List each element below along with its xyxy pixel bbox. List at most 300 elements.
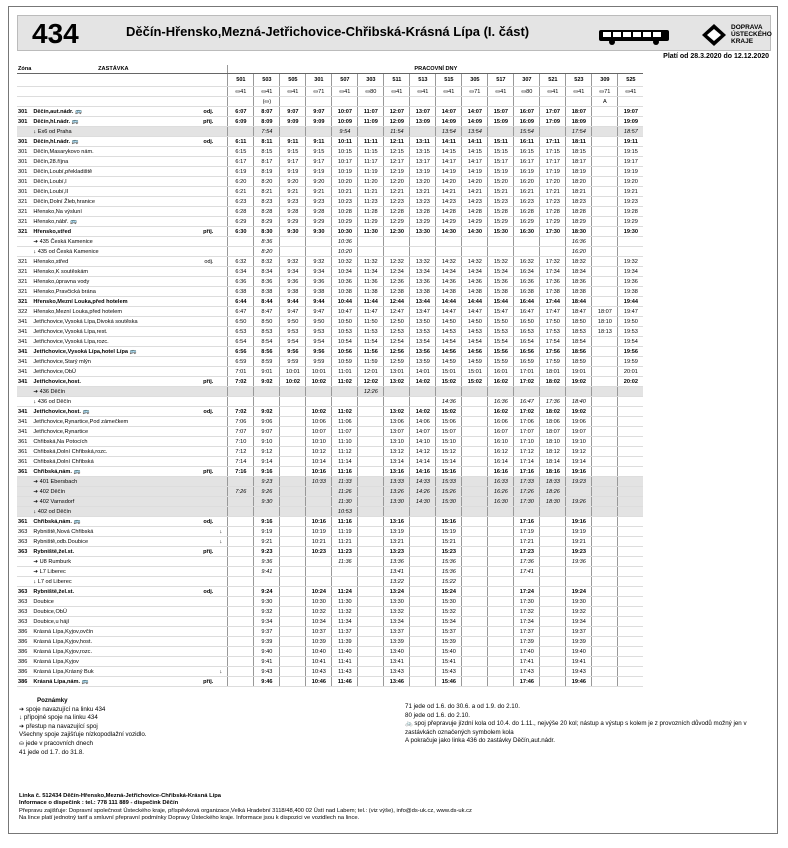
time-cell: 10:32 <box>306 607 332 617</box>
trip-symbol: ⛀41 <box>410 87 436 97</box>
line-number: 434 <box>32 18 79 49</box>
time-cell: 11:19 <box>332 527 358 537</box>
time-cell: 11:09 <box>358 117 384 127</box>
time-cell <box>618 407 644 417</box>
time-cell: 9:23 <box>306 197 332 207</box>
route-title: Děčín-Hřensko,Mezná-Jetřichovice-Chřibská-Krásná Lípa (I. část) <box>126 24 530 39</box>
time-cell <box>384 247 410 257</box>
time-cell <box>462 597 488 607</box>
time-cell <box>280 397 306 407</box>
direction-arrow <box>214 147 228 157</box>
time-cell: 14:44 <box>436 297 462 307</box>
direction-arrow <box>214 137 228 147</box>
time-cell: 14:07 <box>436 107 462 117</box>
time-cell: 17:12 <box>514 447 540 457</box>
direction-arrow <box>214 487 228 497</box>
time-cell: 14:29 <box>462 217 488 227</box>
time-cell: 13:22 <box>384 577 410 587</box>
time-cell: 18:07 <box>540 427 566 437</box>
time-cell <box>228 397 254 407</box>
time-cell <box>592 507 618 517</box>
time-cell: 6:36 <box>228 277 254 287</box>
time-cell: 14:30 <box>462 227 488 237</box>
time-cell <box>618 417 644 427</box>
time-cell: 17:40 <box>514 647 540 657</box>
time-cell: 19:44 <box>618 297 644 307</box>
time-cell: 16:09 <box>514 117 540 127</box>
table-row <box>17 187 643 197</box>
time-cell: 14:38 <box>462 287 488 297</box>
time-cell: 9:40 <box>254 647 280 657</box>
table-header-row <box>17 65 643 74</box>
zone-cell: 341 <box>17 317 32 327</box>
time-cell <box>462 677 488 687</box>
time-cell: 17:39 <box>514 637 540 647</box>
zone-cell <box>17 477 32 487</box>
time-cell: 8:50 <box>254 317 280 327</box>
trip-symbol: ⛀71 <box>462 87 488 97</box>
time-cell: 18:10 <box>592 317 618 327</box>
time-cell: 6:15 <box>228 147 254 157</box>
time-cell: 9:12 <box>254 447 280 457</box>
time-cell <box>410 537 436 547</box>
stop-name: ➔ 402 Děčín <box>32 487 194 497</box>
legend-item: 80 jede od 1.6. do 2.10. <box>405 711 471 719</box>
time-cell: 17:36 <box>540 277 566 287</box>
arr-dep-flag <box>194 447 214 457</box>
direction-arrow <box>214 477 228 487</box>
time-cell <box>592 627 618 637</box>
direction-arrow <box>214 187 228 197</box>
stop-name: ➔ L7 Liberec <box>32 567 194 577</box>
time-cell <box>228 667 254 677</box>
arr-dep-flag <box>194 597 214 607</box>
time-cell: 13:17 <box>410 157 436 167</box>
time-cell <box>592 257 618 267</box>
direction-arrow: ↓ <box>214 667 228 677</box>
time-cell <box>540 547 566 557</box>
trip-number: 521 <box>540 74 566 87</box>
table-row <box>17 607 643 617</box>
time-cell: 16:38 <box>514 287 540 297</box>
time-cell: 14:30 <box>436 227 462 237</box>
time-cell: 15:21 <box>436 537 462 547</box>
time-cell <box>280 437 306 447</box>
time-cell: 19:29 <box>618 217 644 227</box>
table-row <box>17 367 643 377</box>
time-cell: 9:34 <box>306 267 332 277</box>
time-cell: 10:34 <box>306 617 332 627</box>
time-cell: 13:06 <box>384 417 410 427</box>
time-cell: 10:53 <box>332 327 358 337</box>
direction-arrow <box>214 607 228 617</box>
footer-operator: Přepravu zajišťuje: Dopravní společnost Ústeckého kraje, příspěvková organizace,Velká Hradební 3118/48,400 02 Ústí nad Labem; tel.: (viz výše), info@ds-uk.cz, www.ds-uk.cz <box>19 807 472 814</box>
direction-arrow <box>214 247 228 257</box>
time-cell: 11:20 <box>358 177 384 187</box>
legend-item: ⛀ jede v pracovních dnech <box>19 739 93 747</box>
table-row <box>17 587 643 597</box>
time-cell: 8:36 <box>254 277 280 287</box>
time-cell <box>228 247 254 257</box>
time-cell <box>358 467 384 477</box>
time-cell: 16:30 <box>488 497 514 507</box>
time-cell: 15:02 <box>462 377 488 387</box>
time-cell: 17:16 <box>514 467 540 477</box>
time-cell: 10:02 <box>280 377 306 387</box>
time-cell: 16:53 <box>514 327 540 337</box>
time-cell: 9:19 <box>254 527 280 537</box>
time-cell: 18:07 <box>592 307 618 317</box>
time-cell: 11:50 <box>358 317 384 327</box>
time-cell: 7:10 <box>228 437 254 447</box>
time-cell: 10:28 <box>332 207 358 217</box>
arr-dep-flag <box>194 627 214 637</box>
time-cell: 17:17 <box>540 157 566 167</box>
trip-number: 523 <box>566 74 592 87</box>
time-cell <box>280 427 306 437</box>
zone-cell <box>17 567 32 577</box>
time-cell: 17:53 <box>540 327 566 337</box>
zone-cell: 341 <box>17 407 32 417</box>
time-cell: 17:30 <box>540 227 566 237</box>
time-cell <box>592 517 618 527</box>
time-cell <box>436 387 462 397</box>
time-cell: 18:50 <box>566 317 592 327</box>
arr-dep-flag <box>194 247 214 257</box>
time-cell: 16:19 <box>514 167 540 177</box>
time-cell: 11:30 <box>332 597 358 607</box>
footer-contact: Informace o dispečink : tel.: 778 111 889 - dispečink Děčín <box>19 800 179 807</box>
time-cell <box>358 567 384 577</box>
time-cell <box>280 657 306 667</box>
direction-arrow <box>214 237 228 247</box>
time-cell: 19:36 <box>566 557 592 567</box>
time-cell: 6:20 <box>228 177 254 187</box>
direction-arrow: ↓ <box>214 527 228 537</box>
time-cell <box>514 387 540 397</box>
spacer-cell <box>194 74 214 87</box>
time-cell: 19:20 <box>618 177 644 187</box>
direction-arrow <box>214 347 228 357</box>
time-cell <box>280 447 306 457</box>
trip-symbol: ⛀41 <box>618 87 644 97</box>
time-cell <box>592 637 618 647</box>
table-row <box>17 547 643 557</box>
zone-cell: 361 <box>17 467 32 477</box>
arr-dep-flag: příj. <box>194 117 214 127</box>
direction-arrow <box>214 107 228 117</box>
table-row <box>17 257 643 267</box>
time-cell <box>618 577 644 587</box>
time-cell: 10:36 <box>332 237 358 247</box>
time-cell <box>358 527 384 537</box>
time-cell: 9:44 <box>306 297 332 307</box>
time-cell: 17:30 <box>514 497 540 507</box>
time-cell: 11:56 <box>358 347 384 357</box>
time-cell: 6:47 <box>228 307 254 317</box>
time-cell: 8:32 <box>254 257 280 267</box>
time-cell <box>410 637 436 647</box>
time-cell: 15:21 <box>488 187 514 197</box>
trip-note-row <box>17 97 643 107</box>
table-row <box>17 237 643 247</box>
time-cell <box>410 247 436 257</box>
time-cell: 17:02 <box>514 377 540 387</box>
trip-symbol: ⛀41 <box>436 87 462 97</box>
time-cell: 10:07 <box>306 427 332 437</box>
time-cell: 9:30 <box>280 227 306 237</box>
trip-number: 305 <box>462 74 488 87</box>
time-cell: 17:26 <box>514 487 540 497</box>
time-cell <box>436 237 462 247</box>
time-cell: 17:43 <box>514 667 540 677</box>
time-cell: 14:06 <box>410 417 436 427</box>
time-cell: 8:09 <box>254 117 280 127</box>
time-cell: 9:50 <box>306 317 332 327</box>
time-cell <box>228 637 254 647</box>
time-cell: 6:44 <box>228 297 254 307</box>
time-cell <box>358 517 384 527</box>
zone-cell <box>17 127 32 137</box>
time-cell <box>280 677 306 687</box>
trip-number: 503 <box>254 74 280 87</box>
time-cell: 14:56 <box>462 347 488 357</box>
time-cell <box>618 427 644 437</box>
stop-name: Chřibská,Na Potocích <box>32 437 194 447</box>
time-cell: 13:50 <box>410 317 436 327</box>
time-cell: 18:44 <box>566 297 592 307</box>
time-cell: 6:54 <box>228 337 254 347</box>
time-cell <box>592 297 618 307</box>
time-cell: 19:07 <box>566 427 592 437</box>
time-cell: 11:30 <box>332 497 358 507</box>
time-cell: 11:46 <box>332 677 358 687</box>
time-cell: 18:02 <box>540 407 566 417</box>
time-cell: 19:21 <box>566 537 592 547</box>
time-cell: 9:30 <box>306 227 332 237</box>
time-cell <box>618 477 644 487</box>
time-cell: 11:40 <box>332 647 358 657</box>
time-cell: 14:50 <box>462 317 488 327</box>
time-cell: 12:54 <box>384 337 410 347</box>
time-cell: 13:36 <box>384 557 410 567</box>
time-cell <box>410 577 436 587</box>
time-cell <box>410 607 436 617</box>
time-cell <box>462 507 488 517</box>
time-cell <box>306 387 332 397</box>
time-cell: 17:37 <box>514 627 540 637</box>
legend-item: 41 jede od 1.7. do 31.8. <box>19 748 85 756</box>
stop-name: Rybniště,odb.Doubice <box>32 537 194 547</box>
time-cell: 11:59 <box>358 357 384 367</box>
time-cell <box>566 487 592 497</box>
time-cell <box>358 417 384 427</box>
time-cell: 10:19 <box>332 167 358 177</box>
time-cell: 15:36 <box>436 557 462 567</box>
stop-name: Jetřichovice,Vysoká Lípa,hotel Lípa 🚌 <box>32 347 194 357</box>
time-cell: 11:07 <box>332 427 358 437</box>
zone-cell: 361 <box>17 457 32 467</box>
time-cell: 14:07 <box>462 107 488 117</box>
direction-arrow <box>214 357 228 367</box>
stop-header: ZASTÁVKA <box>32 65 194 74</box>
stop-name: Děčín,Loubí,I <box>32 177 194 187</box>
time-cell: 14:36 <box>436 277 462 287</box>
time-cell: 18:57 <box>618 127 644 137</box>
time-cell: 14:20 <box>462 177 488 187</box>
zone-cell: 341 <box>17 357 32 367</box>
time-cell: 15:09 <box>488 117 514 127</box>
direction-arrow <box>214 367 228 377</box>
time-cell <box>228 557 254 567</box>
time-cell: 14:54 <box>436 337 462 347</box>
time-cell: 18:36 <box>566 277 592 287</box>
time-cell: 6:56 <box>228 347 254 357</box>
spacer-cell <box>194 87 214 97</box>
time-cell <box>488 647 514 657</box>
time-cell <box>410 567 436 577</box>
time-cell: 17:44 <box>540 297 566 307</box>
time-cell: 17:24 <box>514 587 540 597</box>
time-cell <box>462 447 488 457</box>
spacer-cell <box>17 74 32 87</box>
time-cell: 7:26 <box>228 487 254 497</box>
time-cell <box>280 487 306 497</box>
time-cell <box>228 237 254 247</box>
time-cell: 19:19 <box>618 167 644 177</box>
zone-cell: 341 <box>17 347 32 357</box>
direction-arrow <box>214 227 228 237</box>
time-cell: 6:32 <box>228 257 254 267</box>
time-cell <box>410 677 436 687</box>
time-cell: 16:47 <box>514 397 540 407</box>
time-cell <box>540 677 566 687</box>
time-cell: 15:15 <box>488 147 514 157</box>
stop-name: Děčín,Loubí,překladiště <box>32 167 194 177</box>
time-cell <box>358 247 384 257</box>
time-cell: 13:32 <box>384 607 410 617</box>
time-cell: 12:50 <box>384 317 410 327</box>
arr-dep-flag: odj. <box>194 517 214 527</box>
time-cell: 18:26 <box>540 487 566 497</box>
time-cell: 13:54 <box>436 127 462 137</box>
zone-cell: 361 <box>17 447 32 457</box>
time-cell: 17:41 <box>514 567 540 577</box>
zone-cell: 301 <box>17 167 32 177</box>
time-cell <box>228 617 254 627</box>
time-cell: 13:47 <box>410 307 436 317</box>
time-cell: 13:20 <box>410 177 436 187</box>
time-cell: 16:50 <box>514 317 540 327</box>
time-cell: 9:07 <box>306 107 332 117</box>
time-cell <box>488 507 514 517</box>
time-cell <box>280 537 306 547</box>
stop-name: Jetřichovice,host. 🚌 <box>32 407 194 417</box>
legend-item: Všechny spoje zajišťuje nízkopodlažní vozidlo. <box>19 731 147 739</box>
time-cell: 12:20 <box>384 177 410 187</box>
stop-name: Krásná Lípa,nám. 🚌 <box>32 677 194 687</box>
time-cell: 16:07 <box>488 427 514 437</box>
time-cell: 8:44 <box>254 297 280 307</box>
arr-dep-flag <box>194 187 214 197</box>
zone-cell: 321 <box>17 297 32 307</box>
time-cell <box>592 587 618 597</box>
time-cell <box>306 247 332 257</box>
time-cell: 17:33 <box>514 477 540 487</box>
direction-arrow <box>214 677 228 687</box>
bus-icon <box>598 28 670 46</box>
time-cell <box>592 237 618 247</box>
time-cell <box>540 237 566 247</box>
time-cell: 9:01 <box>254 367 280 377</box>
time-cell: 14:26 <box>410 487 436 497</box>
stop-name: ↓ 435 od Česká Kamenice <box>32 247 194 257</box>
time-cell: 17:32 <box>540 257 566 267</box>
time-cell: 10:15 <box>332 147 358 157</box>
zone-cell: 341 <box>17 337 32 347</box>
arr-dep-flag <box>194 217 214 227</box>
time-cell: 18:02 <box>540 377 566 387</box>
time-cell: 13:54 <box>462 127 488 137</box>
time-cell <box>592 537 618 547</box>
time-cell <box>462 427 488 437</box>
table-row <box>17 297 643 307</box>
time-cell <box>410 127 436 137</box>
time-cell <box>540 657 566 667</box>
time-cell: 19:54 <box>618 337 644 347</box>
time-cell: 10:12 <box>306 447 332 457</box>
direction-arrow <box>214 167 228 177</box>
time-cell: 13:10 <box>384 437 410 447</box>
time-cell: 15:29 <box>488 217 514 227</box>
time-cell <box>358 427 384 437</box>
time-cell: 9:46 <box>254 677 280 687</box>
time-cell <box>462 487 488 497</box>
time-cell: 9:54 <box>306 337 332 347</box>
time-cell <box>306 567 332 577</box>
time-cell <box>410 667 436 677</box>
time-cell: 17:11 <box>540 137 566 147</box>
time-cell <box>280 567 306 577</box>
table-row <box>17 197 643 207</box>
table-row <box>17 227 643 237</box>
time-cell <box>592 167 618 177</box>
time-cell <box>592 357 618 367</box>
time-cell <box>254 577 280 587</box>
time-cell <box>306 127 332 137</box>
stop-name: Hřensko,nábř. 🚌 <box>32 217 194 227</box>
time-cell <box>358 457 384 467</box>
time-cell: 14:59 <box>436 357 462 367</box>
arr-dep-flag <box>194 397 214 407</box>
time-cell: 19:06 <box>566 417 592 427</box>
arr-dep-flag <box>194 327 214 337</box>
time-cell <box>358 597 384 607</box>
time-cell: 6:34 <box>228 267 254 277</box>
time-cell: 11:07 <box>358 107 384 117</box>
time-cell <box>592 677 618 687</box>
time-cell <box>280 407 306 417</box>
stop-name: Chřibská,Dolní Chřibská <box>32 457 194 467</box>
spacer-cell <box>32 87 194 97</box>
time-cell: 11:21 <box>358 187 384 197</box>
time-cell: 10:30 <box>306 597 332 607</box>
time-cell <box>592 147 618 157</box>
time-cell: 18:21 <box>566 187 592 197</box>
arr-dep-flag: odj. <box>194 137 214 147</box>
time-cell: 19:16 <box>566 517 592 527</box>
trip-symbol: ⛀41 <box>566 87 592 97</box>
